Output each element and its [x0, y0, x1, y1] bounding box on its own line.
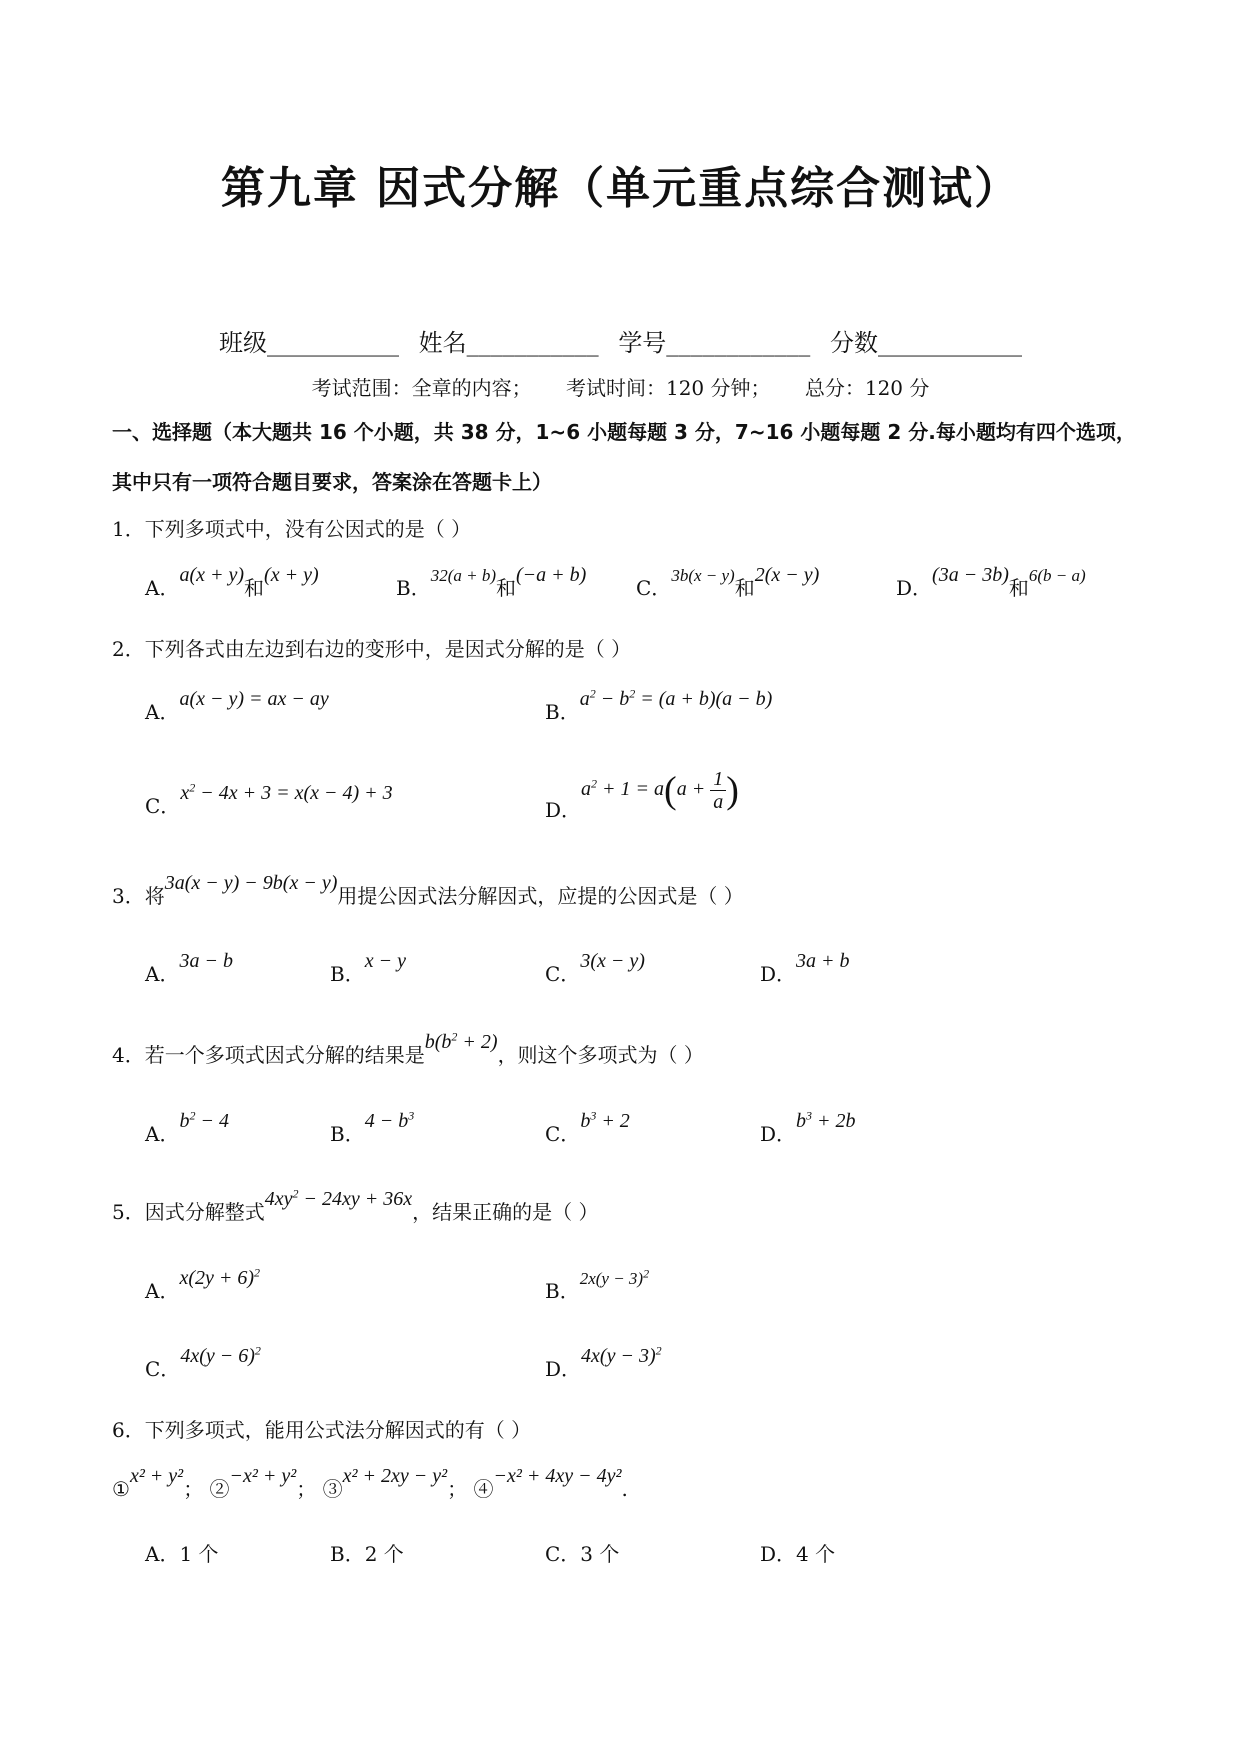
q5-option-c[interactable]: [145, 1343, 261, 1382]
option-label: B．: [330, 1122, 365, 1146]
q3-option-b[interactable]: [330, 950, 406, 987]
q4-option-b[interactable]: [330, 1108, 415, 1147]
q1-option-d[interactable]: [896, 564, 1086, 601]
question-5-stem: 5．因式分解整式$4xy^2 - 24xy + 36x$，结果正确的是（ ）: [112, 1186, 599, 1224]
math-expr: 2(x − y): [754, 564, 820, 586]
question-2-stem: 2．下列各式由左边到右边的变形中，是因式分解的是（ ）: [112, 637, 632, 661]
q4-option-c[interactable]: [545, 1108, 630, 1147]
option-label: C．: [145, 1357, 181, 1381]
math-expr: (3a − 3b): [932, 564, 1009, 586]
q6-option-d[interactable]: D．4 个: [760, 1542, 836, 1566]
option-label: B．: [330, 962, 365, 986]
class-field[interactable]: 班级___________: [219, 329, 400, 357]
section-header: 一、选择题（本大题共 16 个小题，共 38 分，1~6 小题每题 3 分，7~16 小题每题 2 分.每小题均有四个选项，其中只有一项符合题目要求，答案涂在答题卡上）: [112, 420, 1136, 494]
option-label: D．: [545, 1357, 582, 1381]
math-expr: a(x + y): [179, 564, 245, 586]
q1-option-b[interactable]: [396, 564, 587, 601]
q5-option-a[interactable]: [145, 1265, 261, 1304]
and-word: 和: [1008, 576, 1029, 600]
math-expr: $b(b^2 + 2)$: [424, 1029, 498, 1053]
math-expr: $a^2 + 1 = a(a$ + $\frac{1}{a}$ ): [581, 768, 739, 813]
math-expr: $x^2 - 4x + 3 = x(x - 4) + 3$: [180, 780, 393, 804]
q3-option-c[interactable]: [545, 950, 645, 987]
math-expr: $b^3 + 2$: [580, 1108, 630, 1132]
math-expr: (x + y): [264, 564, 319, 586]
option-label: C．: [545, 1122, 581, 1146]
page-title: 第九章 因式分解（单元重点综合测试）: [220, 163, 1021, 214]
option-label: A．: [145, 576, 180, 600]
q5-option-d[interactable]: [545, 1343, 662, 1382]
question-1-stem: 1．下列多项式中，没有公因式的是（ ）: [112, 517, 472, 541]
q2-option-d[interactable]: [545, 768, 739, 823]
q1-option-a[interactable]: [145, 564, 319, 601]
and-word: 和: [734, 576, 755, 600]
math-expr: 6(b − a): [1028, 566, 1086, 585]
option-label: C．: [145, 794, 181, 818]
option-label: C．: [545, 962, 581, 986]
math-expr: a(x − y) = ax − ay: [179, 688, 329, 710]
question-3-stem: 3．将3a(x − y) − 9b(x − y)用提公因式法分解因式，应提的公因式是（ ）: [112, 872, 744, 908]
math-expr: 3(x − y): [580, 950, 645, 972]
q6-item-1: ①x² + y²；: [112, 1465, 204, 1501]
q5-option-b[interactable]: [545, 1266, 650, 1304]
q4-option-a[interactable]: [145, 1108, 229, 1147]
option-label: D．: [760, 1122, 797, 1146]
q4-option-d[interactable]: [760, 1108, 856, 1147]
option-label: D．: [896, 576, 933, 600]
math-expr: 3b(x − y): [671, 566, 735, 585]
q6-item-4: ④−x² + 4xy − 4y².: [473, 1465, 628, 1501]
q6-items: [112, 1465, 628, 1502]
question-6-stem: 6．下列多项式，能用公式法分解因式的有（ ）: [112, 1418, 532, 1442]
option-label: C．: [636, 576, 672, 600]
math-expr: x − y: [364, 950, 406, 972]
option-label: D．: [760, 962, 797, 986]
math-expr: (−a + b): [516, 564, 587, 586]
q6-option-a[interactable]: A．1 个: [145, 1542, 219, 1566]
option-label: B．: [545, 700, 580, 724]
number-field[interactable]: 学号____________: [618, 329, 811, 357]
exam-total: 总分：120 分: [804, 376, 930, 400]
option-label: A．: [145, 962, 180, 986]
math-expr: $4x(y - 3)^2$: [581, 1343, 662, 1367]
and-word: 和: [496, 576, 516, 600]
exam-range: 考试范围：全章的内容；: [311, 376, 532, 400]
math-expr: 32(a + b): [430, 566, 496, 585]
q3-option-d[interactable]: [760, 950, 850, 987]
q6-item-2: ②−x² + y²；: [209, 1465, 317, 1501]
q2-option-a[interactable]: [145, 688, 329, 725]
score-field[interactable]: 分数____________: [829, 329, 1022, 357]
q3-option-a[interactable]: [145, 950, 233, 987]
math-expr: 2x(y − 3)2: [579, 1266, 650, 1288]
fraction: $\frac{1}{a}$: [710, 768, 726, 813]
question-4-stem: 4．若一个多项式因式分解的结果是$b(b^2 + 2)$，则这个多项式为（ ）: [112, 1029, 704, 1067]
math-expr: 3a(x − y) − 9b(x − y): [164, 872, 338, 894]
exam-info: [0, 372, 1241, 401]
math-expr: $x(2y + 6)^2$: [179, 1265, 261, 1289]
q6-item-3: ③x² + 2xy − y²；: [322, 1465, 468, 1501]
math-expr: 3a − b: [179, 950, 233, 972]
math-expr: 3a + b: [796, 950, 850, 972]
math-expr: $4xy^2 - 24xy + 36x$: [264, 1186, 413, 1210]
option-label: A．: [145, 700, 180, 724]
option-label: A．: [145, 1122, 180, 1146]
and-word: 和: [244, 576, 265, 600]
option-label: D．: [545, 798, 582, 823]
q2-option-b[interactable]: [545, 686, 773, 725]
math-expr: $b^2 - 4$: [179, 1108, 229, 1132]
q6-option-b[interactable]: B．2 个: [330, 1542, 404, 1566]
student-info-fields: [0, 323, 1241, 358]
option-label: A．: [145, 1279, 180, 1303]
q1-option-c[interactable]: [636, 564, 820, 601]
math-expr: $a^2 - b^2 = (a + b)(a - b)$: [579, 686, 773, 710]
name-field[interactable]: 姓名___________: [418, 329, 599, 357]
math-expr: $b^3 + 2b$: [796, 1108, 856, 1132]
q6-option-c[interactable]: C．3 个: [545, 1542, 620, 1566]
math-expr: $4 - b^3$: [364, 1108, 415, 1132]
option-label: B．: [545, 1279, 580, 1303]
exam-time: 考试时间：120 分钟；: [565, 376, 771, 400]
option-label: B．: [396, 576, 431, 600]
math-expr: $4x(y - 6)^2$: [180, 1343, 261, 1367]
q2-option-c[interactable]: [145, 780, 393, 819]
